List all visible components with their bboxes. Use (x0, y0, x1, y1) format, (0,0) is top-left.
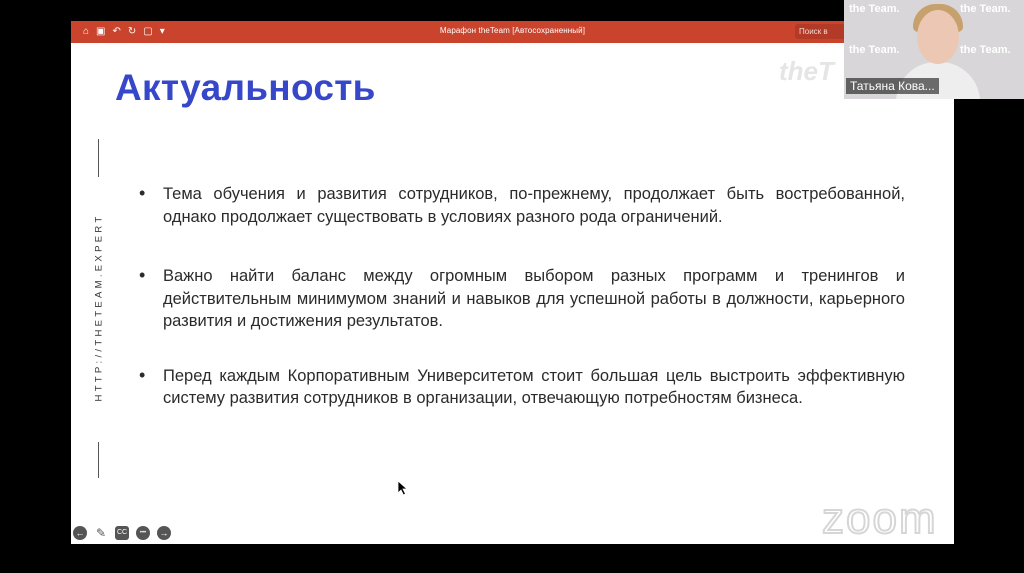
participant-video[interactable] (844, 0, 1024, 99)
bullet-item: • Тема обучения и развития сотрудников, по-прежнему, продолжает быть востребованной, однако продолжает существовать в условиях разного рода ограничений. (137, 183, 905, 228)
zoom-logo: zoom (822, 494, 938, 543)
side-url (92, 184, 106, 434)
video-watermark: the Team. (960, 44, 1011, 56)
presentation-window (71, 21, 954, 544)
home-icon[interactable]: ⌂ (83, 26, 90, 37)
subtitles-icon[interactable]: CC (115, 526, 129, 540)
undo-icon[interactable]: ↶ (112, 26, 121, 37)
slide-title: Актуальность (115, 67, 376, 108)
bullet-item: • Важно найти баланс между огромным выбором разных программ и тренингов и действительным минимумом знаний и навыков для успешной работы в должности, карьерного развития и достижения результатов. (137, 265, 905, 333)
participant-name: Татьяна Кова... (846, 78, 939, 94)
mouse-cursor-icon (397, 480, 409, 496)
side-divider-bottom (98, 442, 99, 478)
video-watermark: the Team. (849, 44, 900, 56)
participant-face (917, 10, 959, 64)
video-watermark: the Team. (960, 3, 1011, 15)
previous-slide-icon[interactable]: ← (73, 526, 87, 540)
search-input[interactable]: Поиск в (795, 24, 865, 39)
more-options-icon[interactable]: ••• (136, 526, 150, 540)
bullet-list (137, 183, 905, 410)
customize-toolbar-icon[interactable]: ▾ (159, 26, 165, 37)
pen-icon[interactable]: ✎ (95, 526, 107, 540)
side-divider-top (98, 139, 99, 177)
next-slide-icon[interactable]: → (157, 526, 171, 540)
save-icon[interactable]: ▣ (96, 26, 106, 37)
video-watermark: the Team. (849, 3, 900, 15)
bullet-item: • Перед каждым Корпоративным Университетом стоит большая цель выстроить эффективную систему развития сотрудников в организации, отвечающую потребностям бизнеса. (137, 365, 905, 410)
new-document-icon[interactable]: ▢ (143, 26, 153, 37)
slide-watermark: theT (779, 56, 834, 86)
title-bar (71, 21, 954, 43)
side-url-text: HTTP://THETEAM.EXPERT (93, 213, 105, 402)
slideshow-controls (73, 526, 171, 540)
document-title: Марафон theTeam [Автосохраненный] (439, 26, 586, 35)
redo-icon[interactable]: ↻ (127, 26, 137, 37)
